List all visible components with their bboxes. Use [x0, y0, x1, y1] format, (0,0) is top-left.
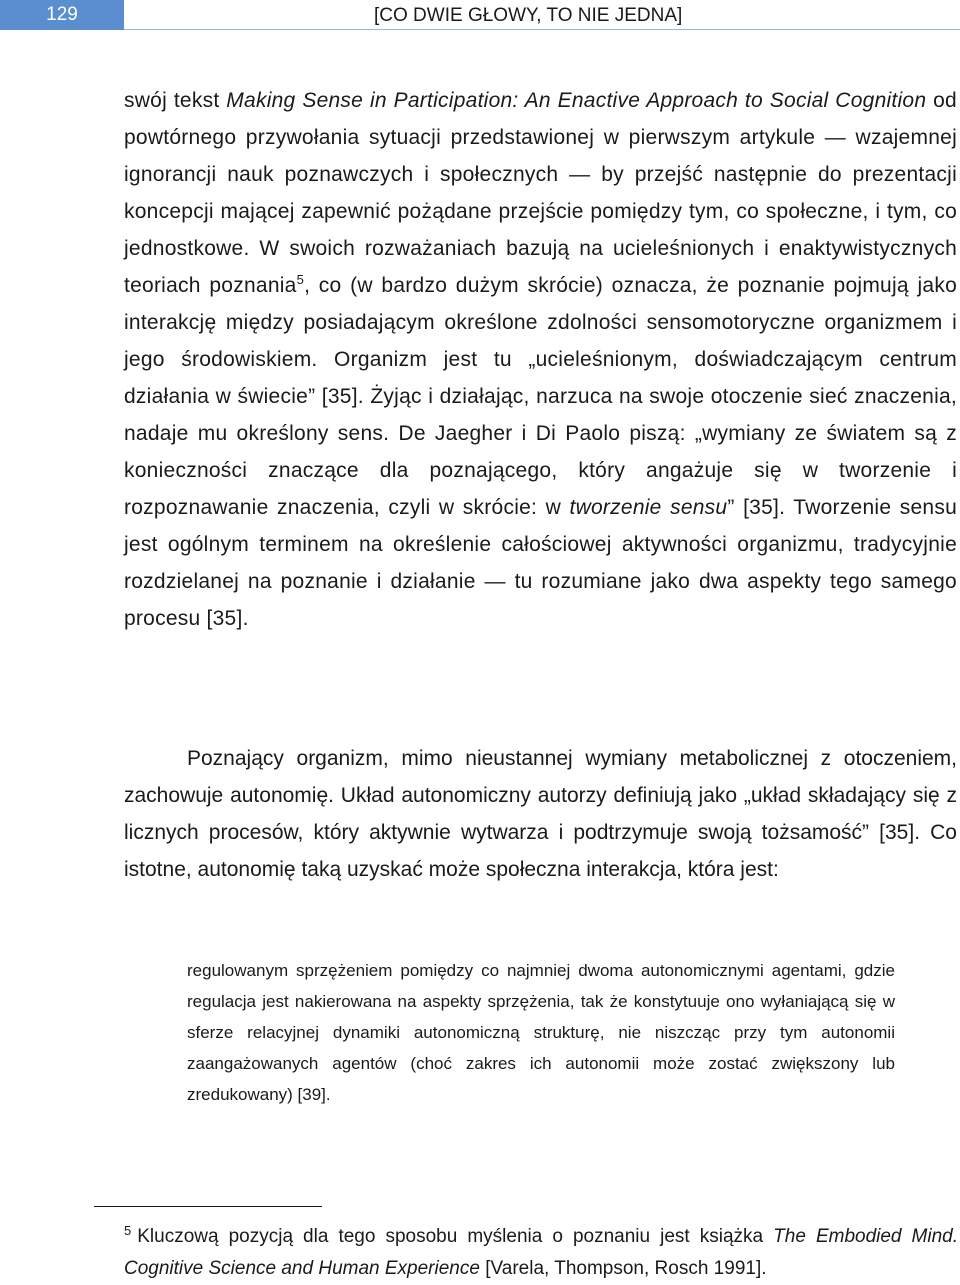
paragraph-1-run: ” [35]. Tworzenie sensu jest ogólnym terminem na określenie całościowej aktywności organizmu, tradycyjnie rozdzielanej na poznanie i działanie — tu rozumiane jako dwa aspekty tego samego procesu [35].	[124, 496, 957, 630]
book-title: The Embodied Mind. Cognitive Science and Human Experience	[124, 1226, 958, 1279]
footnote-reference: 5	[296, 272, 305, 287]
emphasized-term: tworzenie sensu	[569, 496, 728, 519]
footnote	[124, 1221, 958, 1285]
paragraph-1-run: , co (w bardzo dużym skrócie) oznacza, że poznanie pojmują jako interakcję między posiadającym określone zdolności sensomotoryczne organizmem i jego środowiskiem. Organizm jest tu „ucieleśnionym, doświadczającym centrum działania w świecie” [35]. Żyjąc i działając, narzuca na swoje otoczenie sieć znaczenia, nadaje mu określony sens. De Jaegher i Di Paolo piszą: „wymiany ze światem są z konieczności znaczące dla poznającego, który angażuje się w tworzenie i rozpoznawanie znaczenia, czyli w skrócie: w	[124, 274, 957, 519]
paragraph-2: Poznający organizm, mimo nieustannej wymiany metabolicznej z otoczeniem, zachowuje autonomię. Układ autonomiczny autorzy definiują jako „układ składający się z licznych procesów, który aktywnie wytwarza i podtrzymuje swoją tożsamość” [35]. Co istotne, autonomię taką uzyskać może społeczna interakcja, która jest:	[124, 747, 957, 881]
page-header	[0, 0, 960, 34]
header-rule	[124, 29, 960, 30]
running-title: [CO DWIE GŁOWY, TO NIE JEDNA]	[374, 5, 683, 26]
footnote-run: [Varela, Thompson, Rosch 1991].	[479, 1258, 767, 1279]
footnote-separator	[94, 1206, 322, 1207]
footnote-run: Kluczową pozycją dla tego sposobu myślenia o poznaniu jest książka	[137, 1226, 774, 1247]
footnote-mark: 5	[124, 1222, 132, 1238]
paragraph-1-run: swój tekst	[124, 89, 227, 112]
page-number: 129	[0, 0, 124, 30]
paragraph-1-run: od powtórnego przywołania sytuacji przedstawionej w pierwszym artykule — wzajemnej ignorancji nauk poznawczych i społecznych — by przejść następnie do prezentacji koncepcji mającej zapewnić pożądane przejście pomiędzy tym, co społeczne, i tym, co jednostkowe. W swoich rozważaniach bazują na ucieleśnionych i enaktywistycznych teoriach poznania	[124, 89, 957, 297]
paragraph-1	[124, 82, 957, 637]
article-title: Making Sense in Participation: An Enactive Approach to Social Cognition	[226, 89, 927, 112]
block-quote: regulowanym sprzężeniem pomiędzy co najmniej dwoma autonomicznymi agentami, gdzie regulacja jest nakierowana na aspekty sprzężenia, tak że konstytuuje ono wyłaniającą się w sferze relacyjnej dynamiki autonomiczną strukturę, nie niszcząc przy tym autonomii zaangażowanych agentów (choć zakres ich autonomii może zostać zwiększony lub zredukowany) [39].	[187, 961, 895, 1104]
